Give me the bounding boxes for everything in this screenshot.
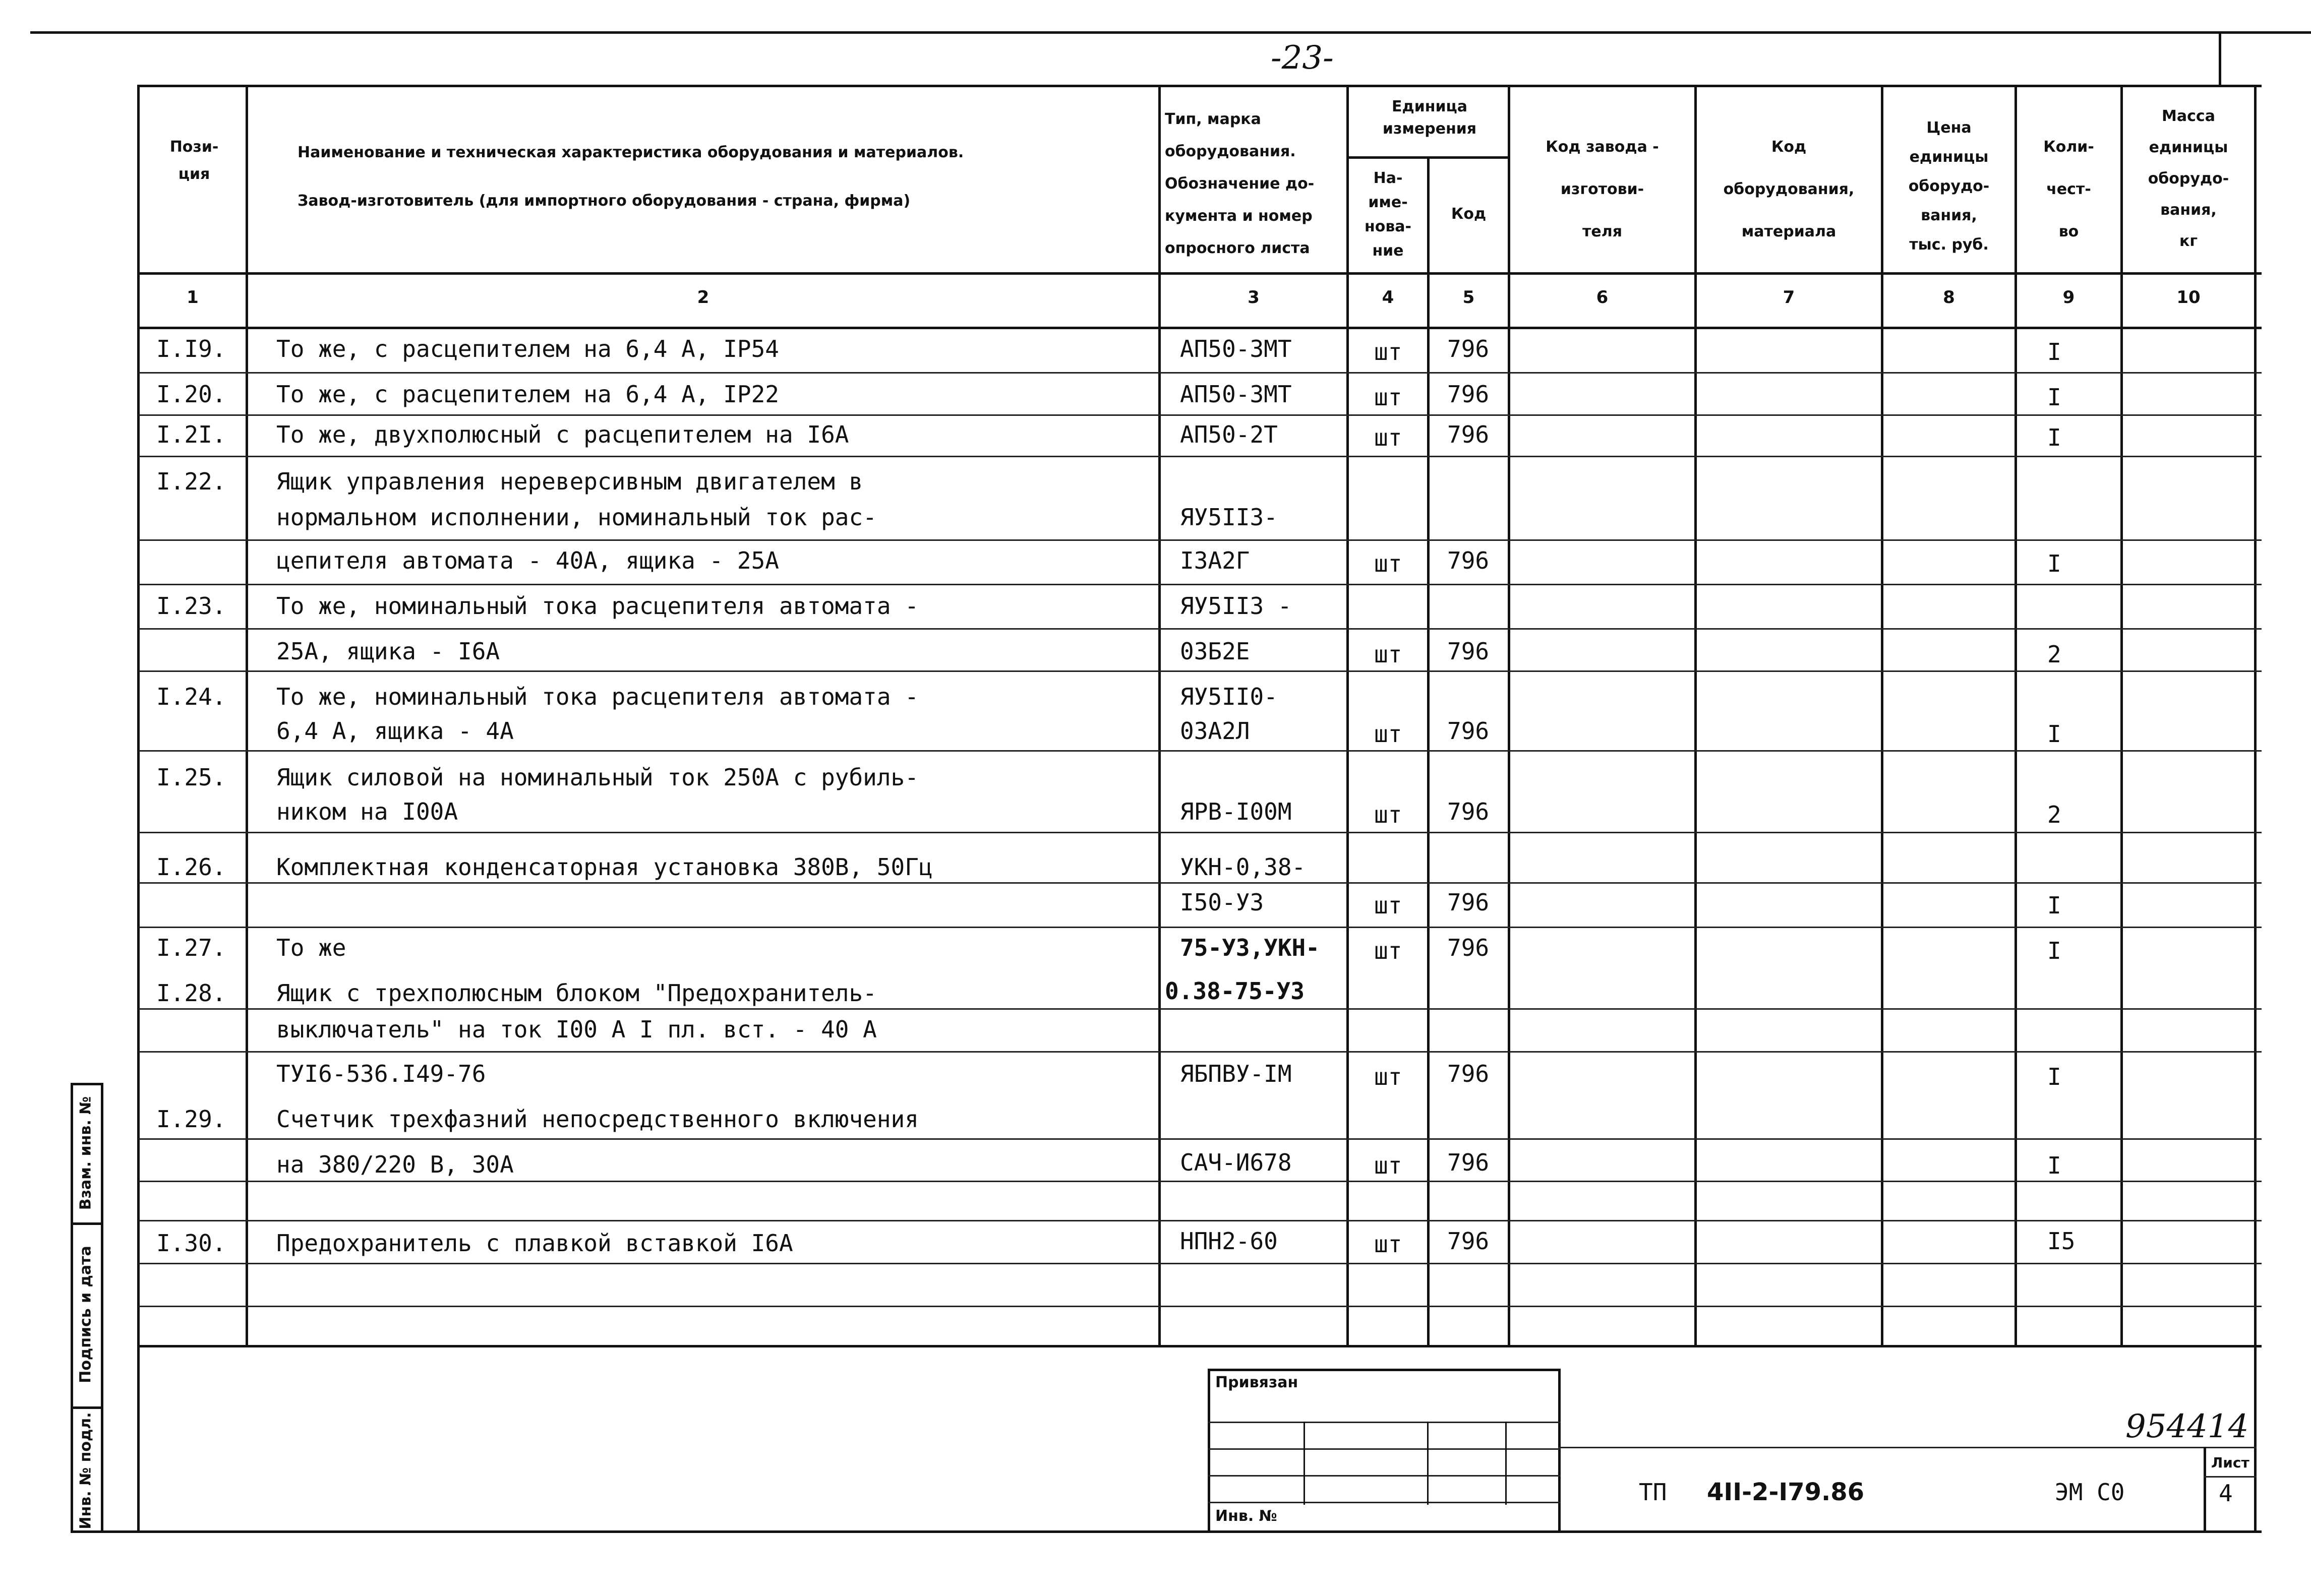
cell-position: I.30. (156, 1230, 226, 1257)
cell-type: 75-У3,УКН- (1180, 934, 1320, 961)
colnum-3: 3 (1248, 287, 1260, 308)
cell-qty: I5 (2047, 1227, 2076, 1255)
header-unit-code: Код (1451, 205, 1487, 223)
cell-type: ЯРВ-I00М (1180, 798, 1292, 825)
colnum-bottom (139, 327, 2262, 329)
row-line (139, 1051, 2262, 1053)
cell-code: 796 (1447, 381, 1490, 408)
row-line (139, 414, 2262, 416)
cell-type: НПН2-60 (1180, 1227, 1278, 1255)
cell-type: АП50-3МТ (1180, 335, 1292, 362)
cell-unit: шт (1374, 641, 1402, 668)
stamp-sheet-number: 4 (2219, 1480, 2233, 1507)
cell-position: I.2I. (156, 421, 226, 448)
cell-position: I.I9. (156, 335, 226, 362)
cell-position: I.27. (156, 934, 226, 961)
row-line (139, 539, 2262, 541)
cell-code: 796 (1447, 717, 1490, 745)
row-line (139, 832, 2262, 833)
colnum-1: 1 (187, 287, 199, 308)
cell-qty: I (2047, 338, 2061, 365)
header-price: Цена единицы оборудо- вания, тыс. руб. (1908, 119, 1990, 254)
cell-name: То же, с расцепителем на 6,4 А, IP54 (276, 335, 779, 362)
cell-code: 796 (1447, 934, 1490, 961)
cell-qty: I (2047, 720, 2061, 748)
cell-unit: шт (1374, 384, 1402, 411)
cell-position: I.20. (156, 381, 226, 408)
cell-name: на 380/220 В, 30А (276, 1151, 514, 1178)
cell-name: выключатель" на ток I00 А I пл. вст. - 40 А (276, 1016, 877, 1043)
cell-name: Ящик силовой на номинальный ток 250А с рубиль- (276, 764, 919, 791)
colnum-2: 2 (697, 287, 709, 308)
stamp-archive-number: 954414 (2125, 1408, 2249, 1445)
cell-unit: шт (1374, 1152, 1402, 1179)
cell-type: АП50-3МТ (1180, 381, 1292, 408)
cell-type: I50-У3 (1180, 889, 1264, 916)
col-line-5 (1508, 85, 1510, 1346)
cell-unit: шт (1374, 1231, 1402, 1258)
row-line (139, 1008, 2262, 1010)
header-position: Пози- ция (169, 138, 219, 183)
cell-position: I.26. (156, 853, 226, 881)
cell-name: То же, с расцепителем на 6,4 А, IP22 (276, 381, 779, 408)
cell-position: I.23. (156, 592, 226, 620)
row-line (139, 372, 2262, 374)
cell-qty: I (2047, 550, 2061, 577)
cell-name: нормальном исполнении, номинальный ток рас- (276, 504, 877, 531)
cell-code: 796 (1447, 335, 1490, 362)
unit-header-split (1346, 156, 1510, 159)
header-name: Наименование и техническая характеристика оборудования и материалов. Завод-изготовитель (для импортного оборудования - страна, фирма) (298, 144, 964, 210)
cell-name: ТУI6-536.I49-76 (276, 1060, 486, 1087)
cell-type: АП50-2Т (1180, 421, 1278, 448)
stamp-inv-no: Инв. № (1215, 1507, 1277, 1525)
cell-code: 796 (1447, 421, 1490, 448)
cell-qty: 2 (2047, 641, 2061, 668)
cell-name: 6,4 А, ящика - 4А (276, 717, 514, 745)
row-line (139, 750, 2262, 752)
row-line (139, 584, 2262, 585)
cell-unit: шт (1374, 801, 1402, 828)
cell-unit: шт (1374, 892, 1402, 919)
header-quantity: Коли- чест- во (2043, 138, 2094, 240)
table-body-bottom (139, 1345, 2262, 1347)
colnum-5: 5 (1462, 287, 1475, 308)
colnum-10: 10 (2176, 287, 2201, 308)
row-line (139, 670, 2262, 672)
header-unit: Единица измерения (1382, 98, 1477, 138)
cell-name: 25А, ящика - I6А (276, 638, 500, 665)
cell-position: I.24. (156, 683, 226, 710)
cell-qty: I (2047, 424, 2061, 451)
stamp-doc-code: 4II-2-I79.86 (1707, 1478, 1865, 1506)
cell-type: ЯБПВУ-IМ (1180, 1060, 1292, 1087)
cell-qty: I (2047, 892, 2061, 919)
cell-position: I.25. (156, 764, 226, 791)
cell-qty: I (2047, 937, 2061, 964)
page-number: -23- (1271, 39, 1334, 77)
cell-code: 796 (1447, 638, 1490, 665)
stamp-sheet-label: Лист (2211, 1454, 2249, 1471)
side-label-signature: Подпись и дата (77, 1246, 95, 1383)
cell-name: То же (276, 934, 346, 961)
frame-top (30, 31, 2311, 34)
cell-unit: шт (1374, 937, 1402, 964)
row-line (139, 1263, 2262, 1264)
cell-name: То же, двухполюсный с расцепителем на I6А (276, 421, 849, 448)
col-line-8 (2014, 85, 2017, 1346)
cell-unit: шт (1374, 550, 1402, 577)
cell-code: 796 (1447, 1149, 1490, 1176)
colnum-7: 7 (1783, 287, 1795, 308)
row-line (139, 882, 2262, 884)
cell-type: ЯУ5II3 - (1180, 592, 1292, 620)
row-line (139, 628, 2262, 630)
frame-bottom (71, 1530, 2262, 1533)
cell-type: УКН-0,38- (1180, 853, 1306, 881)
col-line-2 (1158, 85, 1161, 1346)
cell-type: I3А2Г (1180, 547, 1250, 574)
col-line-1 (246, 85, 248, 1346)
cell-name: Предохранитель с плавкой вставкой I6А (276, 1230, 793, 1257)
col-line-6 (1694, 85, 1697, 1346)
cell-unit: шт (1374, 1063, 1402, 1090)
cell-type: 03Б2Е (1180, 638, 1250, 665)
header-type: Тип, марка оборудования. Обозначение до- кумента и номер опросного листа (1165, 110, 1315, 257)
row-line (139, 1138, 2262, 1140)
row-line (139, 456, 2262, 457)
row-line (139, 1181, 2262, 1182)
colnum-4: 4 (1382, 287, 1394, 308)
cell-code: 796 (1447, 547, 1490, 574)
colnum-8: 8 (1943, 287, 1955, 308)
col-line-7 (1881, 85, 1883, 1346)
frame-right (2254, 85, 2257, 1533)
stamp-privyazan: Привязан (1215, 1374, 1298, 1391)
cell-code: 796 (1447, 798, 1490, 825)
row-line (139, 927, 2262, 928)
cell-position: I.22. (156, 468, 226, 495)
col-line-9 (2120, 85, 2123, 1346)
header-plant-code: Код завода - изготови- теля (1546, 138, 1659, 240)
cell-code: 796 (1447, 1227, 1490, 1255)
cell-code: 796 (1447, 1060, 1490, 1087)
table-top (139, 85, 2262, 87)
side-label-inventory: Инв. № подл. (77, 1412, 95, 1529)
cell-type: ЯУ5II0- (1180, 683, 1278, 710)
col-line-3 (1346, 85, 1349, 1346)
cell-name: То же, номинальный тока расцепителя автомата - (276, 683, 919, 710)
row-line (139, 1220, 2262, 1221)
row-line (139, 1306, 2262, 1307)
cell-name: Комплектная конденсаторная установка 380В, 50Гц (276, 853, 933, 881)
cell-position: I.28. (156, 979, 226, 1007)
cell-unit: шт (1374, 720, 1402, 748)
cell-qty: I (2047, 1152, 2061, 1179)
cell-type: ЯУ5II3- (1180, 504, 1278, 531)
cell-name: Счетчик трехфазний непосредственного включения (276, 1106, 919, 1133)
header-equipment-code: Код оборудования, материала (1723, 138, 1855, 240)
colnum-9: 9 (2062, 287, 2075, 308)
cell-name: Ящик с трехполюсным блоком "Предохранитель- (276, 979, 877, 1007)
cell-qty: I (2047, 384, 2061, 411)
colnum-6: 6 (1596, 287, 1609, 308)
cell-position: I.29. (156, 1106, 226, 1133)
cell-type: САЧ-И678 (1180, 1149, 1292, 1176)
stamp-doc-prefix: ТП (1639, 1479, 1667, 1506)
cell-unit: шт (1374, 424, 1402, 451)
cell-type: 03А2Л (1180, 717, 1250, 745)
cell-qty: 2 (2047, 801, 2061, 828)
frame-right-sheet (2219, 31, 2221, 87)
header-mass: Масса единицы оборудо- вания, кг (2148, 107, 2229, 250)
cell-name: Ящик управления нереверсивным двигателем в (276, 468, 863, 495)
cell-name: ником на I00А (276, 798, 458, 825)
cell-type: 0.38-75-У3 (1165, 977, 1305, 1005)
cell-unit: шт (1374, 338, 1402, 365)
cell-code: 796 (1447, 889, 1490, 916)
cell-name: цепителя автомата - 40А, ящика - 25А (276, 547, 779, 574)
cell-name: То же, номинальный тока расцепителя автомата - (276, 592, 919, 620)
side-label-replacement: Взам. инв. № (77, 1096, 95, 1210)
cell-qty: I (2047, 1063, 2061, 1090)
header-bottom (139, 272, 2262, 275)
stamp-section: ЭМ С0 (2055, 1479, 2125, 1506)
header-unit-name: На- име- нова- ние (1364, 169, 1412, 260)
